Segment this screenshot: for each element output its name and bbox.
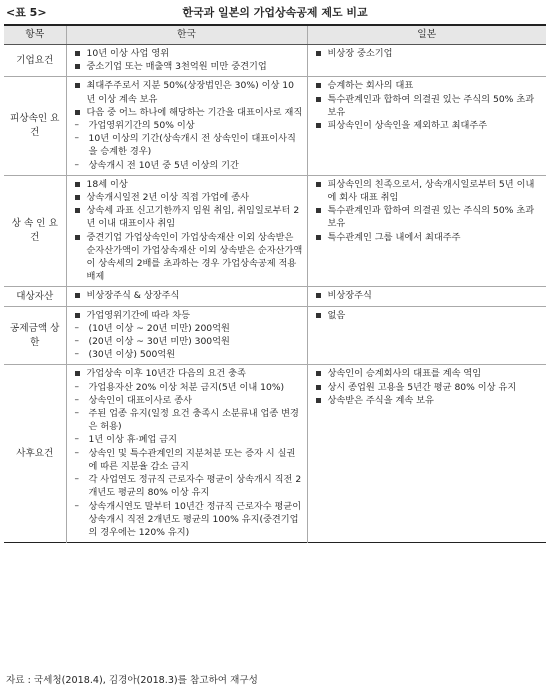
cell-korea (66, 365, 307, 543)
list-item (73, 322, 303, 335)
list-item-text: 중견기업 가업상속인이 가업상속재산 이외 상속받은 순자산가액이 가업상속재산 이외 상속받은 순자산가액이 상속세의 2배를 초과하는 경우 가업상속공제 적용 배제 (86, 231, 303, 283)
dash-bullet-icon: – (74, 159, 79, 170)
square-bullet-icon (73, 60, 87, 73)
list-item-text: 피상속인의 친족으로서, 상속개시일로부터 5년 이내에 회사 대표 취임 (327, 178, 535, 204)
list-item-text: 상속개시 전 10년 중 5년 이상의 기간 (88, 159, 239, 171)
dash-bullet-icon: – (74, 447, 79, 458)
list-item (73, 348, 303, 361)
square-bullet-shape (316, 51, 321, 56)
list-item (314, 289, 543, 302)
list-item-text: 특수관계인과 합하여 의결권 있는 주식의 50% 초과 보유 (327, 205, 535, 230)
list-item (73, 407, 303, 433)
square-bullet-icon (73, 289, 87, 302)
square-bullet-icon (73, 79, 87, 92)
list-item-text: 상속인이 대표이사로 종사 (88, 394, 192, 406)
list-item (73, 335, 303, 348)
dash-bullet-icon: – (74, 349, 79, 360)
square-bullet-shape (75, 371, 80, 376)
list-item-text: 상속개시일전 2년 이상 직접 가업에 종사 (86, 192, 249, 204)
list-item-text: 상속세 과표 신고기한까지 임원 취임, 취임일로부터 2년 이내 대표이사 취임 (86, 205, 300, 230)
cell-japan (307, 287, 546, 306)
square-bullet-shape (75, 83, 80, 88)
table-header-row (4, 25, 546, 45)
list-item (73, 367, 303, 380)
list-item-text: 비상장주식 & 상장주식 (86, 290, 180, 302)
list-item-text: 다음 중 어느 하나에 해당하는 기간을 대표이사로 재직 (86, 106, 303, 118)
list-item (73, 231, 303, 284)
square-bullet-icon (314, 367, 328, 380)
dash-bullet-icon: – (74, 133, 79, 144)
list-item-text: 중소기업 또는 매출액 3천억원 미만 중견기업 (86, 61, 267, 73)
list-item-text: 없음 (327, 309, 346, 321)
square-bullet-icon (73, 367, 87, 380)
header-item: 항목 (4, 25, 66, 45)
square-bullet-shape (75, 313, 80, 318)
table-title: 한국과 일본의 가업상속공제 제도 비교 (182, 6, 368, 19)
square-bullet-icon (314, 289, 328, 302)
square-bullet-shape (316, 182, 321, 187)
list-item-text: 10년 이상 사업 영위 (86, 48, 170, 59)
row-item-label: 사후요건 (4, 365, 66, 543)
list-item (73, 159, 303, 172)
list-item (73, 473, 303, 499)
square-bullet-icon (73, 178, 87, 191)
square-bullet-shape (75, 182, 80, 187)
square-bullet-icon (73, 106, 87, 119)
row-item-label: 대상자산 (4, 287, 66, 306)
square-bullet-shape (316, 83, 321, 88)
cell-korea (66, 175, 307, 287)
square-bullet-shape (316, 208, 321, 213)
table-row (4, 45, 546, 77)
list-item (314, 394, 543, 407)
cell-korea (66, 287, 307, 306)
square-bullet-icon (73, 47, 87, 60)
list-item-text: 특수관계인 그룹 내에서 최대주주 (327, 231, 461, 243)
list-item-text: (30년 이상) 500억원 (88, 349, 176, 361)
cell-korea (66, 45, 307, 77)
square-bullet-icon (73, 231, 87, 244)
source-note: 자료 : 국세청(2018.4), 김경아(2018.3)를 참고하여 재구성 (6, 675, 258, 686)
table-body (4, 45, 546, 543)
dash-bullet-icon: – (74, 120, 79, 131)
dash-bullet-icon: – (74, 500, 79, 511)
cell-japan (307, 306, 546, 365)
dash-bullet-icon: – (74, 322, 79, 333)
square-bullet-icon (314, 93, 328, 106)
dash-bullet-icon: – (74, 474, 79, 485)
list-item-text: 상속개시연도 말부터 10년간 정규직 근로자수 평균이 상속개시 직전 2개년도 평균의 100% 유지(중견기업의 경우에는 120% 유지) (88, 500, 302, 538)
square-bullet-shape (75, 293, 80, 298)
table-row (4, 77, 546, 175)
list-item-text: 특수관계인과 합하여 의결권 있는 주식의 50% 초과 보유 (327, 93, 535, 118)
square-bullet-shape (75, 208, 80, 213)
square-bullet-shape (316, 371, 321, 376)
list-item (314, 178, 543, 204)
list-item (73, 47, 303, 60)
list-item (314, 367, 543, 380)
square-bullet-shape (316, 398, 321, 403)
square-bullet-icon (73, 204, 87, 217)
list-item (314, 119, 543, 132)
list-item (73, 106, 303, 119)
list-item-text: 각 사업연도 정규직 근로자수 평균이 상속개시 직전 2개년도 평균의 80% 이상 유지 (88, 474, 302, 499)
header-japan: 일본 (307, 25, 546, 45)
table-row (4, 365, 546, 543)
list-item-text: 10년 이상의 기간(상속개시 전 상속인이 대표이사직을 승계한 경우) (88, 133, 296, 158)
dash-bullet-icon: – (74, 336, 79, 347)
list-item-text: 가업영위기간의 50% 이상 (88, 120, 195, 132)
list-item-text: 주된 업종 유지(일정 요건 충족시 소분류내 업종 변경은 허용) (88, 408, 299, 433)
dash-bullet-icon: – (74, 394, 79, 405)
list-item (73, 191, 303, 204)
square-bullet-icon (314, 309, 328, 322)
list-item-text: 18세 이상 (86, 178, 128, 190)
list-item (73, 79, 303, 105)
table-row (4, 287, 546, 306)
list-item-text: 최대주주로서 지분 50%(상장법인은 30%) 이상 10년 이상 계속 보유 (86, 80, 294, 105)
list-item-text: 가업영위기간에 따라 차등 (86, 309, 190, 321)
list-item (73, 500, 303, 540)
square-bullet-icon (314, 178, 328, 191)
list-item (73, 394, 303, 407)
row-item-label: 상 속 인 요 건 (4, 175, 66, 287)
list-item (73, 178, 303, 191)
list-item (73, 447, 303, 473)
dash-bullet-icon: – (74, 381, 79, 392)
list-item-text: (20년 이상 ~ 30년 미만) 300억원 (88, 336, 230, 348)
list-item (73, 381, 303, 394)
table-caption (6, 4, 544, 22)
square-bullet-shape (316, 293, 321, 298)
list-item (73, 309, 303, 322)
cell-korea (66, 306, 307, 365)
square-bullet-icon (314, 394, 328, 407)
cell-japan (307, 77, 546, 175)
square-bullet-shape (75, 110, 80, 115)
row-item-label: 피상속인 요 건 (4, 77, 66, 175)
list-item-text: 가업상속 이후 10년간 다음의 요건 충족 (86, 368, 246, 380)
square-bullet-icon (73, 191, 87, 204)
square-bullet-shape (316, 385, 321, 390)
list-item-text: 상속인이 승계회사의 대표를 계속 역임 (327, 368, 482, 380)
cell-korea (66, 77, 307, 175)
list-item (73, 204, 303, 230)
list-item-text: 상속인 및 특수관계인의 지분처분 또는 증자 시 실권에 따른 지분율 감소 금지 (88, 447, 296, 472)
list-item-text: 승계하는 회사의 대표 (327, 80, 414, 92)
square-bullet-icon (314, 47, 328, 60)
square-bullet-icon (314, 231, 328, 244)
table-number-label: <표 5> (6, 6, 47, 19)
dash-bullet-icon: – (74, 408, 79, 419)
square-bullet-icon (314, 381, 328, 394)
list-item-text: 비상장주식 (327, 290, 372, 302)
list-item (73, 289, 303, 302)
square-bullet-shape (75, 195, 80, 200)
cell-japan (307, 365, 546, 543)
row-item-label: 공제금액 상 한 (4, 306, 66, 365)
list-item (314, 79, 543, 92)
list-item-text: (10년 이상 ~ 20년 미만) 200억원 (88, 322, 230, 334)
square-bullet-icon (314, 204, 328, 217)
list-item-text: 피상속인이 상속인을 제외하고 최대주주 (327, 120, 488, 132)
dash-bullet-icon: – (74, 434, 79, 445)
table-row (4, 306, 546, 365)
square-bullet-shape (75, 235, 80, 240)
list-item (73, 119, 303, 132)
list-item (73, 132, 303, 158)
comparison-table (4, 24, 546, 543)
square-bullet-shape (316, 313, 321, 318)
square-bullet-shape (316, 123, 321, 128)
square-bullet-shape (316, 97, 321, 102)
square-bullet-shape (75, 51, 80, 56)
list-item (314, 47, 543, 60)
square-bullet-icon (314, 119, 328, 132)
list-item (73, 433, 303, 446)
cell-japan (307, 45, 546, 77)
list-item (314, 309, 543, 322)
list-item (314, 204, 543, 230)
list-item-text: 비상장 중소기업 (327, 48, 393, 59)
cell-japan (307, 175, 546, 287)
square-bullet-icon (73, 309, 87, 322)
list-item (314, 93, 543, 119)
table-row (4, 175, 546, 287)
square-bullet-icon (314, 79, 328, 92)
list-item-text: 상시 종업원 고용을 5년간 평균 80% 이상 유지 (327, 381, 517, 393)
square-bullet-shape (316, 235, 321, 240)
list-item (314, 381, 543, 394)
header-korea: 한국 (66, 25, 307, 45)
row-item-label: 기업요건 (16, 54, 54, 66)
list-item (314, 231, 543, 244)
list-item (73, 60, 303, 73)
list-item-text: 1년 이상 휴·폐업 금지 (88, 434, 178, 446)
list-item-text: 가업용자산 20% 이상 처분 금지(5년 이내 10%) (88, 381, 285, 393)
square-bullet-shape (75, 64, 80, 69)
list-item-text: 상속받은 주식을 계속 보유 (327, 394, 434, 406)
